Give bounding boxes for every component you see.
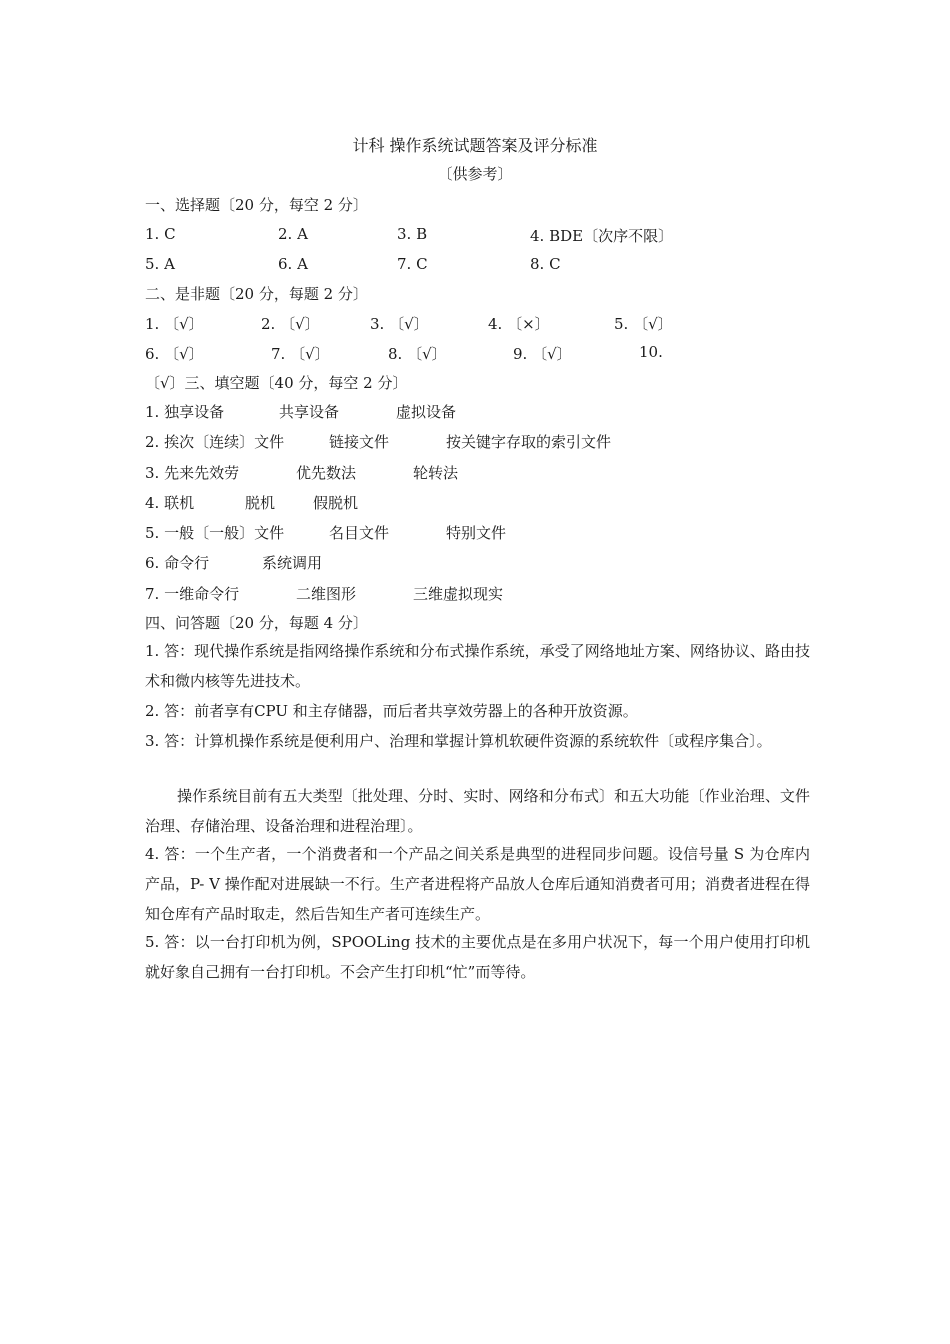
answer-paragraph: 1. 答：现代操作系统是指网络操作系统和分布式操作系统，承受了网络地址方案、网络协议、路由技术和微内核等先进技术。	[145, 642, 810, 690]
fill-item: 系统调用	[262, 554, 323, 572]
fill-item: 名目文件	[329, 524, 390, 542]
answer-item: 7. C	[397, 255, 428, 273]
fill-item: 虚拟设备	[396, 403, 457, 421]
answer-paragraph: 3. 答：计算机操作系统是便利用户、治理和掌握计算机软硬件资源的系统软件〔或程序集合〕。	[145, 732, 772, 750]
fill-item: 4. 联机	[145, 494, 195, 512]
fill-item: 7. 一维命令行	[145, 585, 240, 603]
fill-item: 5. 一般〔一般〕文件	[145, 524, 285, 542]
answer-item: 3. B	[397, 225, 428, 243]
fill-item: 6. 命令行	[145, 554, 210, 572]
answer-paragraph: 2. 答：前者享有CPU 和主存储器，而后者共享效劳器上的各种开放资源。	[145, 702, 638, 720]
fill-item: 假脱机	[313, 494, 359, 512]
answer-item: 4. 〔×〕	[488, 315, 550, 333]
fill-item: 二维图形	[296, 585, 357, 603]
section-heading-qa: 四、问答题〔20 分，每题 4 分〕	[145, 614, 368, 632]
answer-item: 8. 〔√〕	[388, 345, 447, 363]
answer-item: 10.	[639, 343, 663, 361]
answer-item: 1. C	[145, 225, 176, 243]
answer-item: 8. C	[530, 255, 561, 273]
answer-item: 4. BDE〔次序不限〕	[530, 227, 674, 245]
section-heading-fillin: 〔√〕三、填空题〔40 分，每空 2 分〕	[145, 374, 408, 392]
fill-item: 特别文件	[446, 524, 507, 542]
fill-item: 3. 先来先效劳	[145, 464, 240, 482]
section-heading-truefalse: 二、是非题〔20 分，每题 2 分〕	[145, 285, 368, 303]
document-subtitle: 〔供参考〕	[437, 165, 513, 183]
answer-item: 6. A	[278, 255, 308, 273]
answer-item: 7. 〔√〕	[271, 345, 330, 363]
answer-item: 1. 〔√〕	[145, 315, 204, 333]
section-heading-choice: 一、选择题〔20 分，每空 2 分〕	[145, 196, 368, 214]
answer-item: 5. 〔√〕	[614, 315, 673, 333]
fill-item: 共享设备	[279, 403, 340, 421]
fill-item: 优先数法	[296, 464, 357, 482]
answer-paragraph: 4. 答：一个生产者，一个消费者和一个产品之间关系是典型的进程同步问题。设信号量 S 为仓库内产品，P- V 操作配对进展缺一不行。生产者进程将产品放人仓库后通知消费者可用；消费者进程在得知仓库有产品时取走，然后告知生产者可连续生产。	[145, 845, 810, 923]
document-title: 计科 操作系统试题答案及评分标准	[352, 136, 598, 155]
answer-paragraph: 5. 答：以一台打印机为例，SPOOLing 技术的主要优点是在多用户状况下，每一个用户使用打印机就好象自己拥有一台打印机。不会产生打印机“忙”而等待。	[145, 933, 810, 981]
fill-item: 链接文件	[329, 433, 390, 451]
fill-item: 脱机	[245, 494, 276, 512]
answer-item: 2. A	[278, 225, 308, 243]
fill-item: 2. 挨次〔连续〕文件	[145, 433, 285, 451]
fill-item: 1. 独享设备	[145, 403, 225, 421]
fill-item: 轮转法	[413, 464, 459, 482]
answer-item: 2. 〔√〕	[261, 315, 320, 333]
answer-item: 5. A	[145, 255, 175, 273]
answer-item: 3. 〔√〕	[370, 315, 429, 333]
answer-item: 6. 〔√〕	[145, 345, 204, 363]
fill-item: 按关键字存取的索引文件	[446, 433, 612, 451]
answer-paragraph: 操作系统目前有五大类型〔批处理、分时、实时、网络和分布式〕和五大功能〔作业治理、文件治理、存储治理、设备治理和进程治理〕。	[145, 787, 810, 835]
answer-item: 9. 〔√〕	[513, 345, 572, 363]
fill-item: 三维虚拟现实	[413, 585, 504, 603]
